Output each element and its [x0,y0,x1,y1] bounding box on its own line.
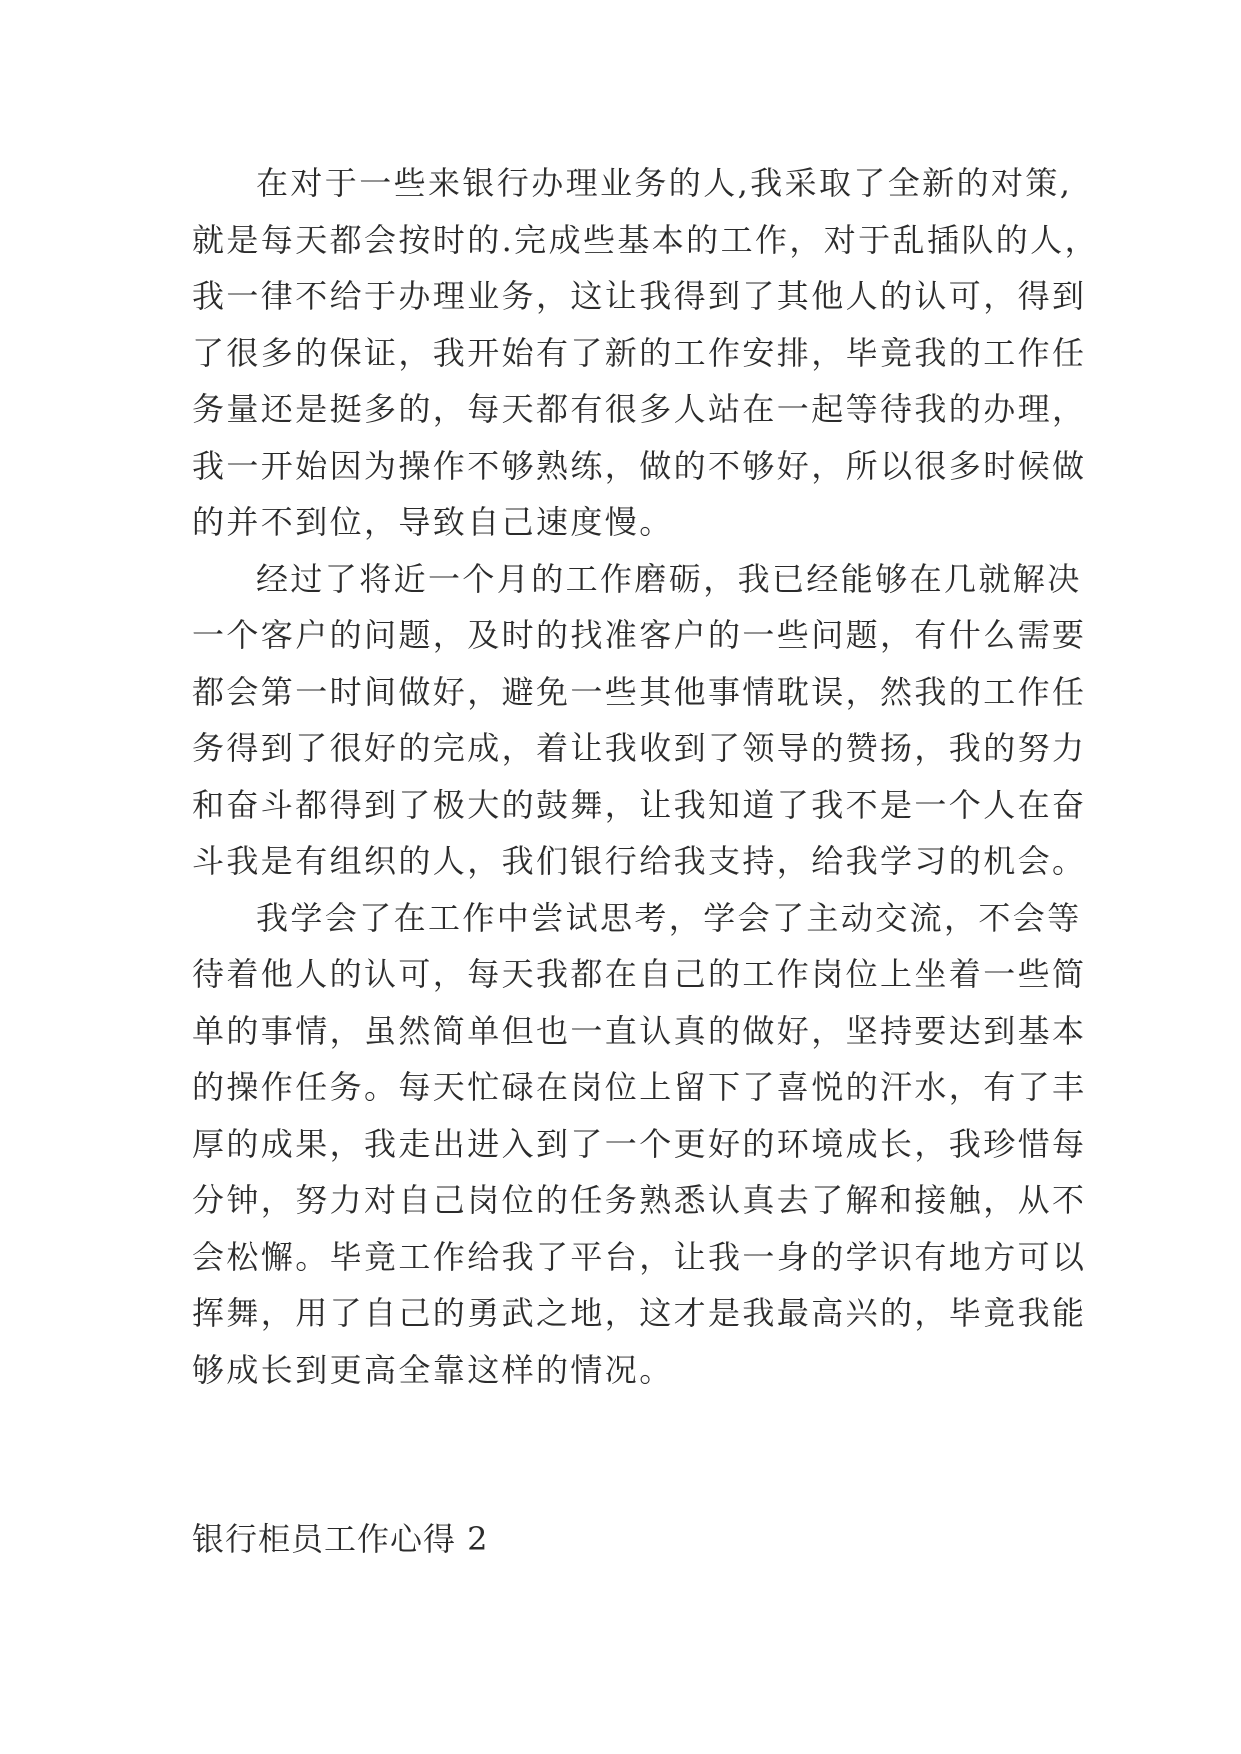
paragraph-line: 都会第一时间做好，避免一些其他事情耽误，然我的工作任 [192,672,1087,711]
paragraph-line: 的操作任务。每天忙碌在岗位上留下了喜悦的汗水，有了丰 [192,1068,1087,1106]
paragraph-line: 在对于一些来银行办理业务的人,我采取了全新的对策, [256,164,1073,202]
document-body [192,155,1099,1568]
paragraph-line: 就是每天都会按时的.完成些基本的工作，对于乱插队的人， [192,220,1099,259]
section-heading: 银行柜员工作心得 2 [192,1520,489,1558]
paragraph-line: 了很多的保证，我开始有了新的工作安排，毕竟我的工作任 [192,333,1087,372]
paragraph-line: 单的事情，虽然简单但也一直认真的做好，坚持要达到基本 [192,1011,1087,1050]
paragraph-line: 务量还是挺多的，每天都有很多人站在一起等待我的办理， [192,390,1087,428]
paragraph-1 [192,155,1099,551]
paragraph-3 [192,890,1087,1399]
paragraph-line: 我学会了在工作中尝试思考，学会了主动交流，不会等 [256,898,1082,937]
paragraph-line: 斗我是有组织的人，我们银行给我支持，给我学习的机会。 [192,842,1087,880]
paragraph-line: 会松懈。毕竟工作给我了平台，让我一身的学识有地方可以 [192,1237,1087,1276]
paragraph-line: 厚的成果，我走出进入到了一个更好的环境成长，我珍惜每 [192,1124,1087,1163]
paragraph-line: 和奋斗都得到了极大的鼓舞，让我知道了我不是一个人在奋 [192,785,1087,824]
paragraph-line: 的并不到位，导致自己速度慢。 [192,503,674,541]
paragraph-line: 够成长到更高全靠这样的情况。 [192,1350,674,1389]
paragraph-line: 分钟，努力对自己岗位的任务熟悉认真去了解和接触，从不 [192,1181,1087,1219]
section-spacer [192,1398,1072,1511]
paragraph-line: 一个客户的问题，及时的找准客户的一些问题，有什么需要 [192,616,1087,654]
paragraph-2 [192,551,1087,890]
paragraph-line: 挥舞，用了自己的勇武之地，这才是我最高兴的，毕竟我能 [192,1294,1087,1332]
paragraph-line: 经过了将近一个月的工作磨砺，我已经能够在几就解决 [256,559,1082,598]
paragraph-line: 务得到了很好的完成，着让我收到了领导的赞扬，我的努力 [192,729,1087,767]
paragraph-line: 我一律不给于办理业务，这让我得到了其他人的认可，得到 [192,277,1087,315]
paragraph-line: 待着他人的认可，每天我都在自己的工作岗位上坐着一些简 [192,955,1087,993]
paragraph-line: 我一开始因为操作不够熟练，做的不够好，所以很多时候做 [192,446,1087,485]
